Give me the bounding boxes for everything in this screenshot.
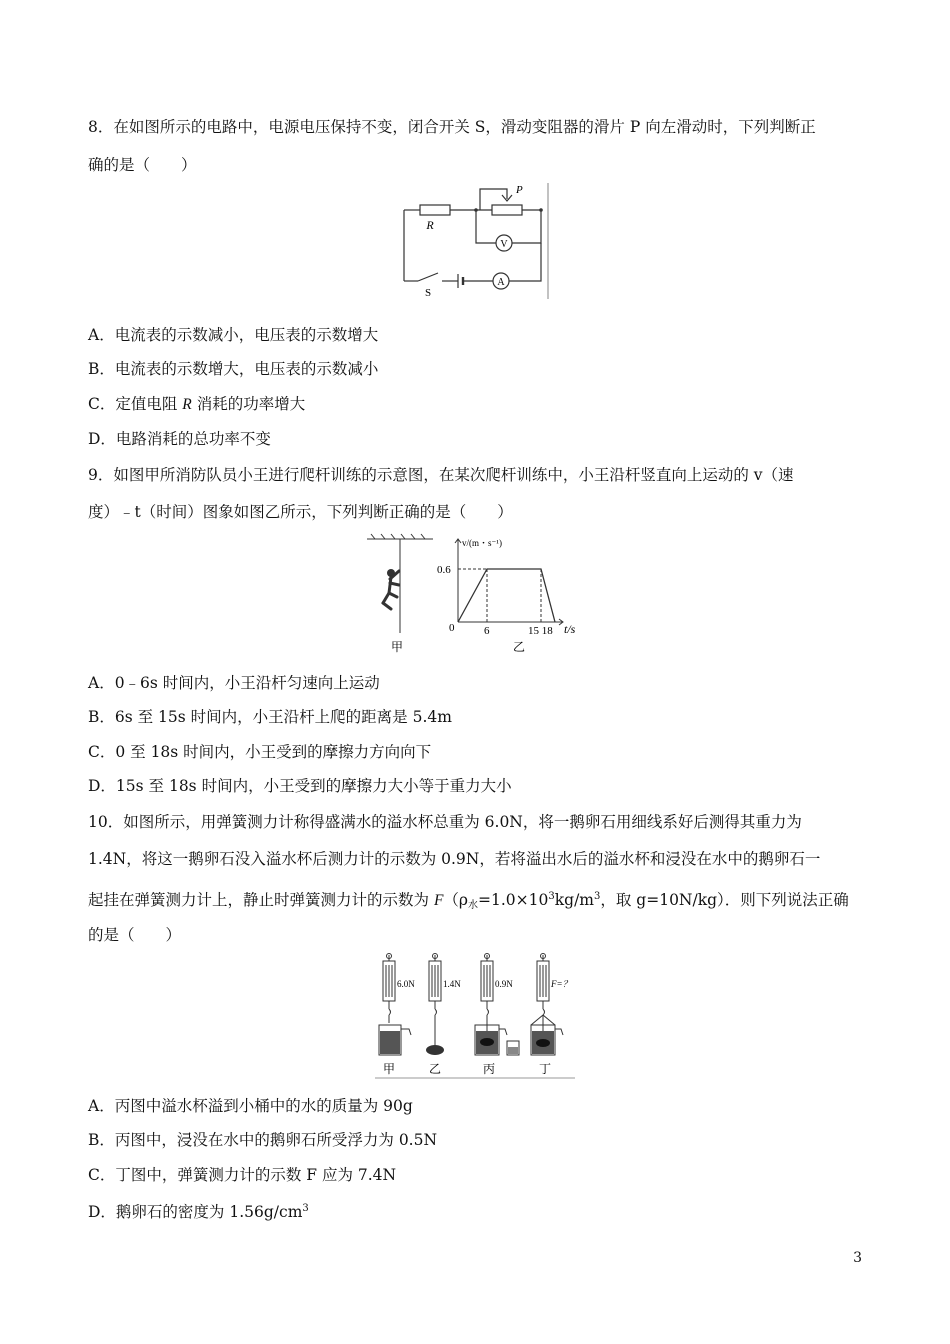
q10-stem-line4: 的是（ ） (88, 926, 182, 944)
q8-fig-switch-s: S (424, 287, 432, 299)
q10-stem-line2: 1.4N，将这一鹅卵石没入溢水杯后测力计的示数为 0.9N，若将溢出水后的溢水杯和浸没在水中的鹅卵石一 (88, 850, 821, 868)
q9-fig-x-tick-15-18: 15 18 (528, 625, 553, 637)
q10-option-c: C．丁图中，弹簧测力计的示数 F 应为 7.4N (88, 1166, 397, 1184)
q10-fig-name-yi: 乙 (428, 1062, 442, 1076)
q9-stem-line2: 度）﹣t（时间）图象如图乙所示，下列判断正确的是（ ） (88, 503, 513, 521)
q10-fig-label-bing-reading: 0.9N (495, 979, 513, 989)
q8-circuit-diagram (400, 183, 552, 301)
q8-stem-line2: 确的是（ ） (88, 156, 197, 174)
q9-fig-x-axis-label: t/s (564, 622, 576, 636)
q10-fig-label-jia-reading: 6.0N (397, 979, 415, 989)
q10-fig-label-yi-reading: 1.4N (443, 979, 461, 989)
q9-stem-line1: 9．如图甲所消防队员小王进行爬杆训练的示意图，在某次爬杆训练中，小王沿杆竖直向上运动的 v（速 (88, 466, 794, 484)
q9-fig-y-axis-label: v/(m・s⁻¹) (462, 538, 502, 548)
q8-fig-label-p: P (516, 184, 523, 196)
q8-stem-line1: 8．在如图所示的电路中，电源电压保持不变，闭合开关 S，滑动变阻器的滑片 P 向左滑动时，下列判断正 (88, 118, 816, 136)
q10-stem-line3: 起挂在弹簧测力计上，静止时弹簧测力计的示数为 $F(\rho_水=1.0\times 10^3kg/m^3$，取 g=10N/kg）．则下列说法正确 (88, 891, 849, 911)
q10-fig-name-ding: 丁 (538, 1062, 552, 1076)
q10-option-d: D．鹅卵石的密度为 $1.56g/cm^3$ (88, 1203, 309, 1221)
q10-fig-name-jia: 甲 (382, 1062, 396, 1076)
q9-fig-y-tick-06: 0.6 (437, 564, 451, 576)
q8-option-d: D．电路消耗的总功率不变 (88, 430, 271, 448)
q9-option-b: B．6s 至 15s 时间内，小王沿杆上爬的距离是 5.4m (88, 708, 452, 726)
q10-option-b: B．丙图中，浸没在水中的鹅卵石所受浮力为 0.5N (88, 1131, 438, 1149)
q10-fig-name-bing: 丙 (482, 1062, 496, 1076)
q8-option-b: B．电流表的示数增大，电压表的示数减小 (88, 360, 379, 378)
q9-fig-label-jia: 甲 (390, 640, 404, 654)
q9-fig-x-tick-6: 6 (484, 625, 490, 637)
q10-fig-label-ding-reading: F=？ (551, 979, 572, 989)
page-number: 3 (853, 1250, 862, 1266)
q8-fig-voltmeter-v: V (500, 239, 508, 250)
q10-stem-line1: 10．如图所示，用弹簧测力计称得盛满水的溢水杯总重为 6.0N，将一鹅卵石用细线系好后测得其重力为 (88, 813, 802, 831)
q8-option-a: A．电流表的示数减小，电压表的示数增大 (88, 326, 379, 344)
q8-fig-label-r: R (426, 218, 434, 232)
q8-option-c: C．定值电阻 R 消耗的功率增大 (88, 395, 306, 413)
q8-fig-ammeter-a: A (497, 277, 505, 288)
q10-option-a: A．丙图中溢水杯溢到小桶中的水的质量为 90g (88, 1097, 413, 1115)
q9-fig-origin: 0 (449, 622, 455, 634)
q9-fig-label-yi: 乙 (513, 640, 526, 654)
q10-figure (373, 951, 577, 1081)
climber-figure (383, 569, 399, 609)
q9-option-c: C．0 至 18s 时间内，小王受到的摩擦力方向向下 (88, 743, 432, 761)
q9-option-d: D．15s 至 18s 时间内，小王受到的摩擦力大小等于重力大小 (88, 777, 512, 795)
q9-figure (365, 533, 587, 655)
q9-option-a: A．0﹣6s 时间内，小王沿杆匀速向上运动 (88, 674, 380, 692)
